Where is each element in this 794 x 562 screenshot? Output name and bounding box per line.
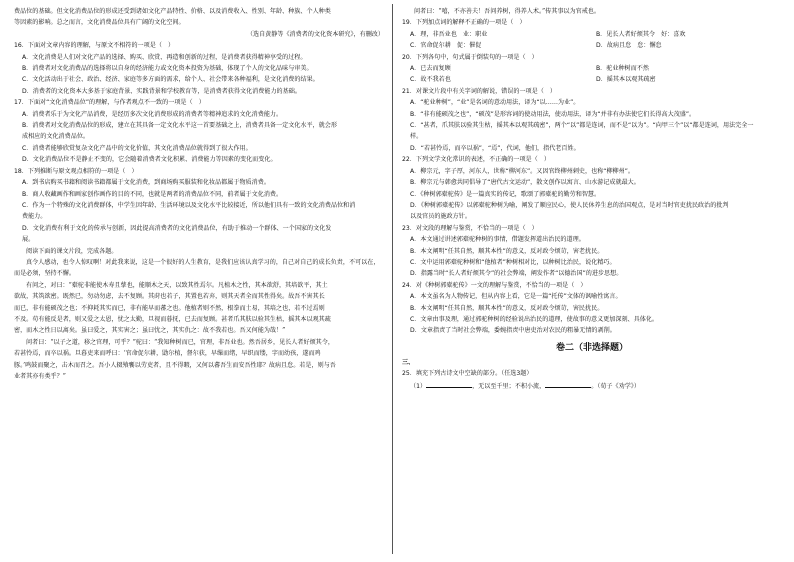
q19-option-d: D．故病且怠 怠：懈怠 bbox=[596, 42, 662, 50]
q17-option-b: B．消费者对文化消费品位的形成，建立在其具备一定文化水平这一首要基础之上，消费者具备一定文化水平，就会形 bbox=[22, 122, 337, 130]
q18-option-a: A．到书店购买书籍和阅读书籍都属于文化消费，到商场购买服装和化妆品都属于物质消费。 bbox=[22, 179, 270, 187]
part-two-heading: 卷二（非选择题） bbox=[555, 342, 628, 353]
q16-option-d: D．消费者的文化资本大多基于家庭背景、实践背景和学校教育等，是消费者获得文化消费能力的基础。 bbox=[22, 87, 301, 95]
q19-row-2 bbox=[402, 40, 782, 51]
q17-option-d: D．文化消费品位不是静止不变的，它会随着消费者文化积累、消费能力等因素的变化而变化。 bbox=[22, 156, 277, 164]
intro-line-1: 费品位的基础。但文化消费品位的形成还受到诸如文化产品特性、价格、以及消费收入、性别、年龄、种族、个人种类 bbox=[14, 8, 331, 15]
q17-option-a: A．消费者乐于为文化产品消费，是经历多次文化消费形成的消费者等精神追求的文化消费能力。 bbox=[22, 110, 283, 118]
question-21-stem: 21．对课文片段中有关字词的解说，错误的一项是（ ） bbox=[402, 87, 557, 95]
q20-row-2 bbox=[402, 74, 782, 85]
passage-line-4: 欲故，其筑欲密。既然已，勿动勿虑，去不复顾。其莳也若子，其置也若弃，则其天者全而其性得矣。故吾不害其长 bbox=[14, 293, 325, 301]
passage-end: 问者曰：“嘻，不亦善夫！吾问养树，得养人术。”传其事以为官戒也。 bbox=[414, 8, 600, 15]
q25-blank-1[interactable] bbox=[426, 380, 472, 388]
reading-instruction: 阅读下面的课文片段，完成各题。 bbox=[26, 247, 118, 255]
right-column bbox=[402, 6, 782, 548]
q18-option-c-cont: 费能力。 bbox=[22, 213, 47, 221]
q21-option-b: B．“非有能硕茂之也”，“硕茂”是形容词的使动用法，使动用法，译为“并非有办法使它们长得高大茂盛”。 bbox=[410, 110, 696, 118]
passage-line-1: 真令人感动，也令人惊叹啊！对此我来说，这是一个很好的人生教育，是我们应该认真学习的，自己对自己的成长负责，不可以在， bbox=[26, 258, 380, 266]
passage-line-2: 而是必须，坚持不懈。 bbox=[14, 270, 75, 278]
q23-option-b: B．本文阐明“任其自然，顺其本性”的意义，反对政令烦苛，害老扰民。 bbox=[410, 247, 604, 255]
q25-item-1 bbox=[402, 380, 782, 392]
q24-option-b: B．本文阐明“任其自然，顺其本性”的意义，反对政令烦苛，害民扰民。 bbox=[410, 304, 604, 312]
q23-option-c: C．文中运用郭橐驼种树和“他植者”种树相对比，以种树比治民，说化精巧。 bbox=[410, 258, 616, 266]
q22-option-d-cont: 以及官员的施政方针。 bbox=[410, 213, 471, 221]
q23-option-a: A．本文通过讲述郭橐驼种树的事情，借题发挥道出治民的道理。 bbox=[410, 236, 585, 244]
q16-option-c: C．文化活动出于社会、政治、经济、家庭等多方面的需求，给个人、社会带来各种福利，是文化消费的结果。 bbox=[22, 76, 319, 84]
column-divider bbox=[392, 4, 393, 554]
question-19-stem: 19．下列加点词的解释不正确的一项是（ ） bbox=[402, 19, 526, 27]
passage-line-10: 豚。’鸣鼓而聚之，击木而召之。吾小人辍飧饔以劳吏者，且不得暇，又何以蕃吾生而安吾性耶？故病且怠。若是，则与吾 bbox=[14, 361, 336, 369]
q18-option-d-cont: 展。 bbox=[22, 236, 35, 244]
q25-item-1-prefix: （1） bbox=[410, 382, 427, 390]
q17-option-c: C．消费者能够欣赏复杂文化产品中的文化价值，其文化消费品位就得到了很大作用。 bbox=[22, 144, 252, 152]
q22-option-b: B．柳宗元与韩愈共同倡导了“唐代古文运动”，散文创作以寓言、山水游记成就最大。 bbox=[410, 179, 640, 187]
q18-option-b: B．商人收藏画作和画家创作画作的目的不同，也就是两者的消费品位不同，前者属于文化消费。 bbox=[22, 190, 283, 198]
section-three-label: 三、 bbox=[402, 358, 415, 366]
q22-option-a: A．柳宗元，字子厚，河东人，世称“柳河东”。又因官终柳州刺史，也称“柳柳州”。 bbox=[410, 167, 634, 175]
q20-row-1 bbox=[402, 63, 782, 74]
question-25-stem: 25．填充下列古诗文中空缺的部分。（任选3题） bbox=[402, 370, 533, 378]
q20-option-a: A．已去而复顾 bbox=[410, 65, 451, 73]
q25-item-1-source: 。（荀子《劝学》） bbox=[591, 382, 640, 390]
q16-option-b: B．消费者对文化消费品的选择将以自身的经济能力或文化资本投资为基础，体现了个人的文化品味与审美。 bbox=[22, 65, 313, 73]
q21-option-c: C．“甚者，爪其肤以验其生枯，摇其本以观其疏密”，两个“以”都是连词，而不是“以为”。“向甲三个”以“都是连词，用法完全一 bbox=[410, 122, 754, 130]
passage-line-11: 业者其亦有类乎？” bbox=[14, 373, 66, 380]
q20-option-d: D．摇其本以观其疏密 bbox=[596, 76, 656, 84]
passage-line-7: 密，而木之性日以离矣。虽曰爱之，其实害之；虽曰忧之，其实仇之：故不我若也。吾又何能为哉！” bbox=[14, 327, 286, 335]
question-18-stem: 18．下列推断与原文观点相符的一项是（ ） bbox=[14, 167, 138, 175]
q23-option-d: D．指露当时“长人者好烦其令”的社会弊端，阐发作者“以德治国”的进步思想。 bbox=[410, 270, 623, 278]
passage-line-6: 不及。苟有能反是者，则又爱之太恩，忧之太勤，旦视而暮抚，已去而复顾。甚者爪其肤以验其生枯，摇其本以观其疏 bbox=[14, 315, 331, 323]
q19-option-a: A．理，非吾业也 业：职业 bbox=[410, 30, 488, 38]
q20-option-c: C．故不我若也 bbox=[410, 76, 451, 84]
q20-option-b: B．驼业种树而不然 bbox=[596, 65, 649, 73]
q22-option-d: D．《种树郭橐驼传》以郭橐驼种树为喻，阐发了顺应民心，使人民休养生息的治国观点，是对当时官吏扰民政治的批判 bbox=[410, 201, 729, 209]
q21-option-d: D．“若甚怜焉，而卒以祸”，“焉”，代词，他们，指代老百姓。 bbox=[410, 144, 580, 152]
q19-option-c: C．官命促尔耕 促：催促 bbox=[410, 42, 482, 50]
q19-row-1 bbox=[402, 29, 782, 40]
question-16-stem: 16．下面对文章内容的理解，与原文不相符的一项是（ ） bbox=[14, 42, 175, 50]
q18-option-c: C．作为一个特殊的文化消费群体，中学生因年龄、生活环境以及文化水平比较接近，所以他们具有一致的文化消费品位和消 bbox=[22, 201, 356, 209]
q24-option-c: C．文章由事及理，通过郭驼种树的经验说出治民的道理，使故事的意义更加深刻、具体化。 bbox=[410, 315, 659, 323]
question-23-stem: 23．对文段的理解与鉴赏，不恰当的一项是（ ） bbox=[402, 224, 538, 232]
q17-option-b-cont: 成相应的文化消费品位。 bbox=[22, 133, 90, 141]
question-22-stem: 22．下列文学文化常识的表述，不正确的一项是（ ） bbox=[402, 156, 550, 164]
q18-option-d: D．文化消费有利于文化的传承与创新，因此提高消费者的文化消费品位，有助于推动一个群体、一个国家的文化发 bbox=[22, 224, 332, 232]
question-24-stem: 24．对《种树郭橐驼传》一文的理解与鉴赏，不恰当的一项是（ ） bbox=[402, 281, 587, 289]
q16-option-a: A．文化消费是人们对文化产品的选择、购买、欣赏、再造和创新的过程，是消费者获得精神享受的过程。 bbox=[22, 53, 307, 61]
passage-line-5: 而已，非有能硕茂之也；不抑耗其实而已，非有能早而蕃之也。他植者则不然，根拳而土易，其培之也，若不过焉则 bbox=[14, 304, 325, 312]
passage-line-3: 有问之，对曰：“橐驼非能使木寿且孳也，能顺木之天，以致其性焉尔。凡植木之性，其本欲舒，其培欲平，其土 bbox=[26, 281, 328, 289]
source-citation: （选自黄静等《消费者的文化资本研究》，有删改） bbox=[246, 30, 384, 38]
intro-line-2: 等因素的影响。总之而言，文化消费品位具有广阔的文化空间。 bbox=[14, 19, 185, 27]
question-17-stem: 17．下面对“文化消费品位”的理解，与作者观点不一致的一项是（ ） bbox=[14, 99, 205, 107]
q22-option-c: C．《种树郭橐驼传》是一篇真实的传记，歌颂了郭橐驼的勤劳和智慧。 bbox=[410, 190, 601, 198]
q21-option-c-cont: 样。 bbox=[410, 133, 423, 141]
passage-line-9: 若甚怜焉，而卒以祸。旦暮吏来而呼曰：‘官命促尔耕，勖尔植，督尔获，早缫而绪，早织而缕，字而幼孩，遂而鸡 bbox=[14, 350, 321, 358]
question-20-stem: 20．下列各句中，句式属于倒装句的一项是（ ） bbox=[402, 53, 538, 61]
passage-line-8: 问者曰：“以子之道，移之官理，可乎？”驼曰：“我知种树而已，官理，非吾业也。然吾居乡，见长人者好烦其令， bbox=[26, 338, 334, 346]
left-column bbox=[14, 6, 384, 548]
q25-blank-2[interactable] bbox=[545, 380, 591, 388]
q24-option-d: D．文章指责了当时社会弊端，委婉指责中唐吏治对农民的粗暴无情的剥削。 bbox=[410, 327, 616, 335]
q19-option-b: B．见长人者好烦其令 好：喜欢 bbox=[596, 30, 686, 38]
q24-option-a: A．本文虽名为人物传记，但从内容上看，它是一篇“托传”文体的讽喻性寓言。 bbox=[410, 293, 622, 301]
q25-item-1-mid: ，无以至千里；不积小流， bbox=[472, 382, 546, 390]
q21-option-a: A．“驼业种树”，“业”是名词的意动用法，译为“以……为业”。 bbox=[410, 99, 580, 107]
